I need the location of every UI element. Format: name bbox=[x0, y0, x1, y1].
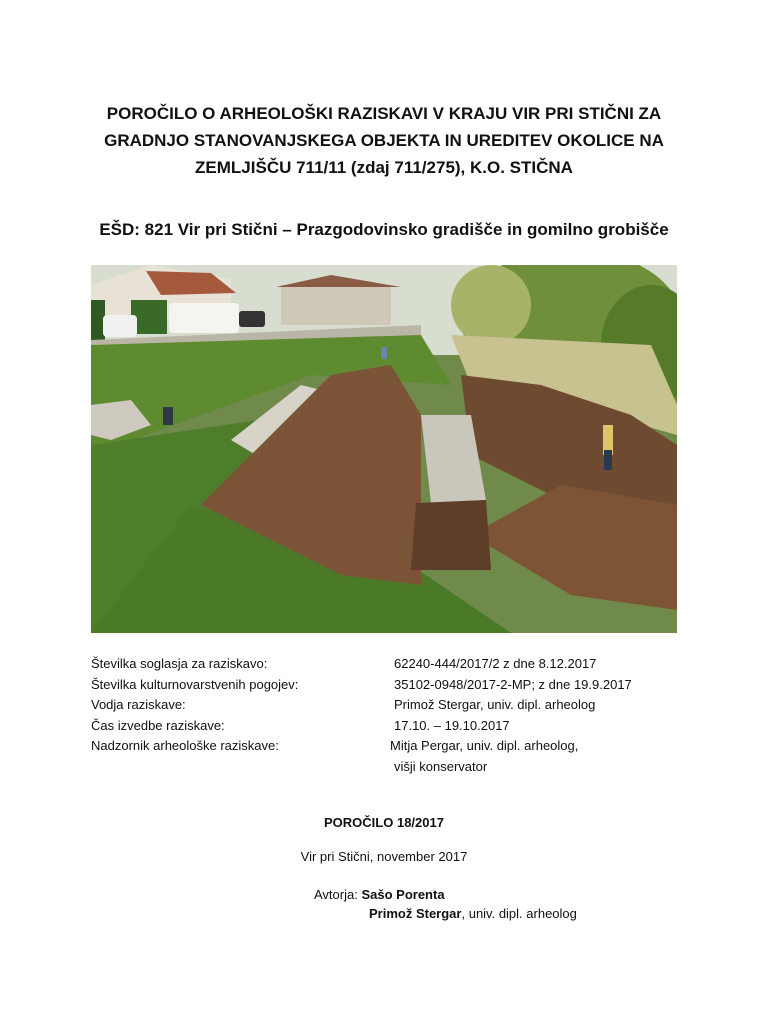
place-and-date: Vir pri Stični, november 2017 bbox=[300, 849, 468, 864]
meta-row bbox=[91, 736, 691, 757]
meta-label: Nadzornik arheološke raziskave: bbox=[91, 738, 279, 753]
meta-value: višji konservator bbox=[394, 758, 488, 774]
report-metadata bbox=[91, 654, 691, 777]
meta-label: Čas izvedbe raziskave: bbox=[91, 717, 225, 733]
author-row bbox=[314, 904, 577, 923]
authors-label: Avtorja: bbox=[314, 887, 358, 902]
title-line-2: GRADNJO STANOVANJSKEGA OBJEKTA IN UREDITEV OKOLICE NA bbox=[104, 131, 664, 150]
meta-row bbox=[91, 675, 691, 696]
report-title bbox=[60, 100, 708, 181]
title-line-1: POROČILO O ARHEOLOŠKI RAZISKAVI V KRAJU VIR PRI STIČNI ZA bbox=[106, 104, 662, 123]
meta-label: Številka soglasja za raziskavo: bbox=[91, 656, 268, 671]
report-number: POROČILO 18/2017 bbox=[324, 815, 444, 830]
excavation-photo-drawing bbox=[91, 265, 677, 633]
meta-value: 62240-444/2017/2 z dne 8.12.2017 bbox=[394, 656, 597, 671]
meta-value: Mitja Pergar, univ. dipl. arheolog, bbox=[390, 738, 579, 753]
meta-value: Primož Stergar, univ. dipl. arheolog bbox=[394, 697, 596, 712]
meta-row bbox=[91, 695, 691, 716]
heritage-subtitle: EŠD: 821 Vir pri Stični – Prazgodovinsko gradišče in gomilno grobišče bbox=[99, 220, 669, 239]
authors-block bbox=[314, 885, 577, 923]
meta-row bbox=[91, 654, 691, 675]
meta-value: 17.10. – 19.10.2017 bbox=[394, 717, 510, 733]
meta-row bbox=[91, 757, 691, 778]
meta-value: 35102-0948/2017-2-MP; z dne 19.9.2017 bbox=[394, 676, 632, 692]
author-title: , univ. dipl. arheolog bbox=[461, 906, 577, 921]
excavation-photo bbox=[91, 265, 677, 633]
author-name: Sašo Porenta bbox=[361, 887, 445, 902]
title-line-3: ZEMLJIŠČU 711/11 (zdaj 711/275), K.O. STIČNA bbox=[195, 158, 573, 177]
meta-label: Številka kulturnovarstvenih pogojev: bbox=[91, 676, 299, 692]
meta-row bbox=[91, 716, 691, 737]
meta-label: Vodja raziskave: bbox=[91, 697, 186, 712]
author-row bbox=[314, 885, 577, 904]
author-name: Primož Stergar bbox=[369, 906, 462, 921]
